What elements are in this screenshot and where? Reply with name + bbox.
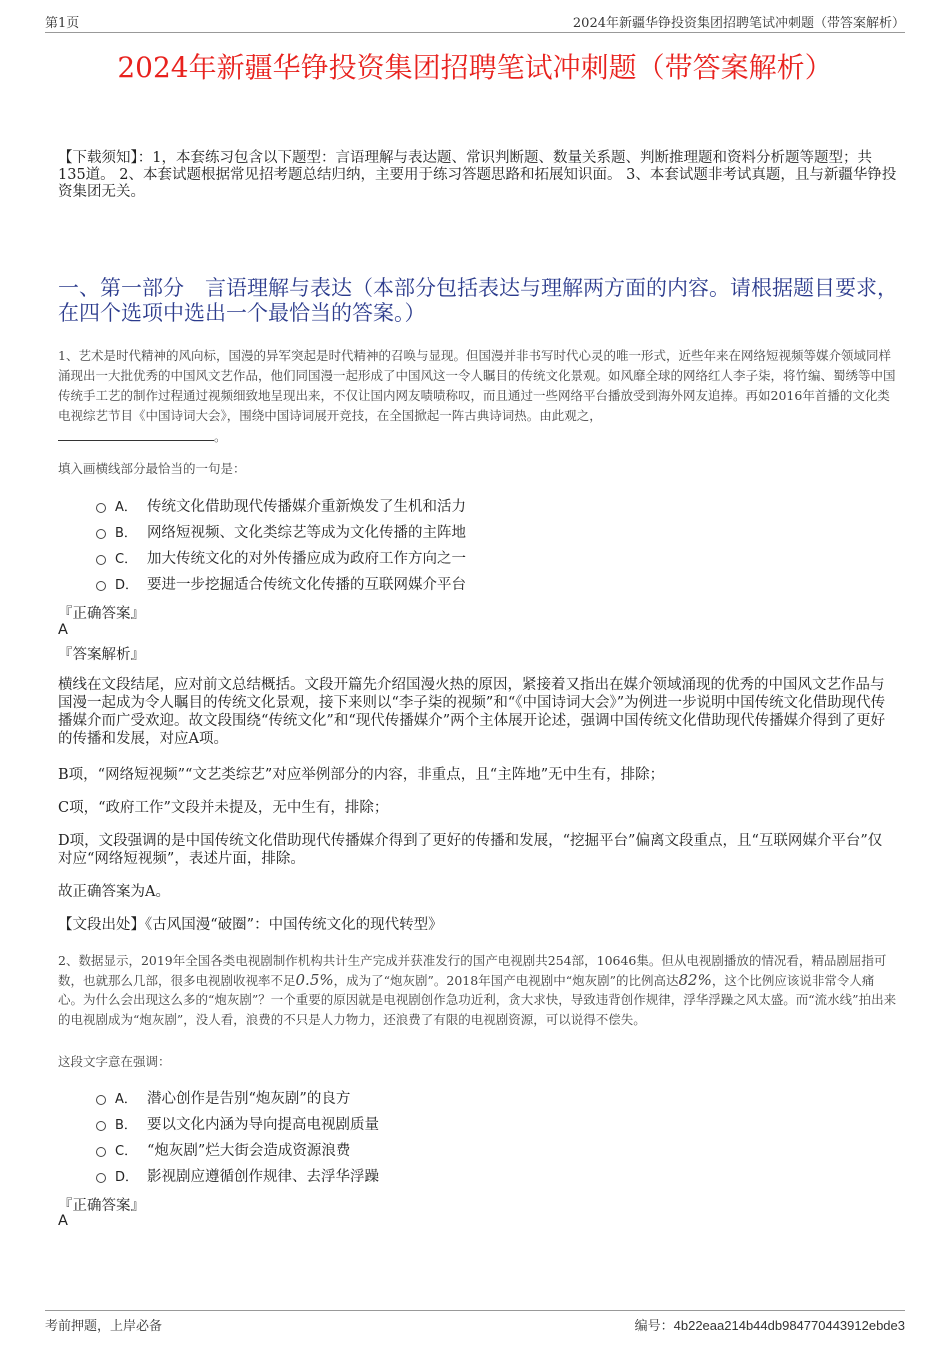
q1-option-b[interactable]: B． 网络短视频、文化类综艺等成为文化传播的主阵地 xyxy=(96,521,466,541)
q1-analysis-paragraph: 横线在文段结尾，应对前文总结概括。文段开篇先介绍国漫火热的原因，紧接着又指出在媒介领域涌现的优秀的中国风文艺作品与国漫一起成为令人瞩目的传统文化景观，接下来则以“李子柒的视频”和“《中国诗词大会》”为例进一步说明中国传统文化借助现代传播媒介而广受欢迎。故文段围绕“传统文化”和“现代传播媒介”两个主体展开论述，强调中国传统文化借助现代传播媒介得到了更好的传播和发展，对应A项。 xyxy=(58,677,886,747)
q2-option-b[interactable]: B． 要以文化内涵为导向提高电视剧质量 xyxy=(96,1113,379,1133)
q1-analysis-b: B项，“网络短视频”“文艺类综艺”对应举例部分的内容，非重点，且“主阵地”无中生有，排除； xyxy=(58,767,665,783)
question-2-text: 2、数据显示，2019年全国各类电视剧制作机构共计生产完成并获准发行的国产电视剧共254部，10646集。但从电视剧播放的情况看，精品剧屈指可数，也就那么几部，很多电视剧收视率不足0.5%，成为了“炮灰剧”。2018年国产电视剧中“炮灰剧”的比例高达82%，这个比例应该说非常令人痛心。为什么会出现这么多的“炮灰剧”？一个重要的原因就是电视剧创作急功近利，贪大求快，导致违背创作规律，浮华浮躁之风太盛。而“流水线”拍出来的电视剧成为“炮灰剧”，没人看，浪费的不只是人力物力，还浪费了有限的电视剧资源，可以说得不偿失。 xyxy=(58,953,897,1027)
radio-icon[interactable] xyxy=(96,1095,106,1105)
q1-analysis-conclusion: 故正确答案为A。 xyxy=(58,884,170,900)
page-number: 第1页 xyxy=(45,16,80,31)
q1-analysis-d: D项，文段强调的是中国传统文化借助现代传播媒介得到了更好的传播和发展，“挖掘平台”偏离文段重点，且“互联网媒介平台”仅对应“网络短视频”，表述片面，排除。 xyxy=(58,833,883,867)
radio-icon[interactable] xyxy=(96,1173,106,1183)
q2-option-a[interactable]: A． 潜心创作是告别“炮灰剧”的良方 xyxy=(96,1087,350,1107)
q1-analysis-c: C项，“政府工作”文段并未提及，无中生有，排除； xyxy=(58,800,389,816)
footer-divider xyxy=(45,1310,905,1311)
q2-answer-label: 『正确答案』 xyxy=(58,1198,145,1214)
answer-blank xyxy=(58,426,214,441)
q1-answer: A xyxy=(58,622,68,638)
q2-option-c[interactable]: C． “炮灰剧”烂大街会造成资源浪费 xyxy=(96,1139,350,1159)
section-heading: 一、第一部分 言语理解与表达（本部分包括表达与理解两方面的内容。请根据题目要求，在四个选项中选出一个最恰当的答案。） xyxy=(58,276,898,325)
radio-icon[interactable] xyxy=(96,529,106,539)
q2-option-d[interactable]: D． 影视剧应遵循创作规律、去浮华浮躁 xyxy=(96,1165,379,1185)
q1-option-a[interactable]: A． 传统文化借助现代传播媒介重新焕发了生机和活力 xyxy=(96,495,466,515)
q2-answer: A xyxy=(58,1213,68,1229)
question-2-prompt: 这段文字意在强调： xyxy=(58,1054,171,1069)
math-value: 0.5% xyxy=(295,970,334,989)
document-title: 2024年新疆华铮投资集团招聘笔试冲刺题（带答案解析） xyxy=(117,51,833,84)
math-value: 82% xyxy=(678,970,712,989)
radio-icon[interactable] xyxy=(96,581,106,591)
download-notice: 【下载须知】：1，本套练习包含以下题型：言语理解与表达题、常识判断题、数量关系题、判断推理题和资料分析题等题型；共135道。 2、本套试题根据常见招考题总结归纳，主要用于练习答题思路和拓展知识面。 3、本套试题非考试真题，且与新疆华铮投资集团无关。 xyxy=(58,150,897,200)
q1-analysis-label: 『答案解析』 xyxy=(58,647,145,663)
q1-option-d[interactable]: D． 要进一步挖掘适合传统文化传播的互联网媒介平台 xyxy=(96,573,466,593)
radio-icon[interactable] xyxy=(96,1121,106,1131)
question-1-prompt: 填入画横线部分最恰当的一句是： xyxy=(58,461,246,476)
q1-answer-label: 『正确答案』 xyxy=(58,606,145,622)
q1-source: 【文段出处】《古风国漫“破圈”：中国传统文化的现代转型》 xyxy=(58,917,443,933)
question-1-text: 1、艺术是时代精神的风向标，国漫的异军突起是时代精神的召唤与显现。但国漫并非书写时代心灵的唯一形式，近些年来在网络短视频等媒介领域同样涌现出一大批优秀的中国风文艺作品，他们同国漫一起形成了中国风这一令人瞩目的传统文化景观。如风靡全球的网络红人李子柒，将竹编、蜀绣等中国传统手工艺的制作过程通过视频细致地呈现出来，不仅让国内网友啧啧称叹，而且通过一些网络平台播放受到海外网友追捧。再如2016年首播的文化类电视综艺节目《中国诗词大会》，围绕中国诗词展开竞技，在全国掀起一阵古典诗词热。由此观之， 。 xyxy=(58,348,896,444)
header-doc-title: 2024年新疆华铮投资集团招聘笔试冲刺题（带答案解析） xyxy=(572,16,905,31)
radio-icon[interactable] xyxy=(96,503,106,513)
footer-code: 编号：4b22eaa214b44db984770443912ebde3 xyxy=(634,1318,905,1334)
radio-icon[interactable] xyxy=(96,1147,106,1157)
footer-slogan: 考前押题，上岸必备 xyxy=(45,1319,163,1334)
header-divider xyxy=(45,32,905,33)
radio-icon[interactable] xyxy=(96,555,106,565)
q1-option-c[interactable]: C． 加大传统文化的对外传播应成为政府工作方向之一 xyxy=(96,547,466,567)
